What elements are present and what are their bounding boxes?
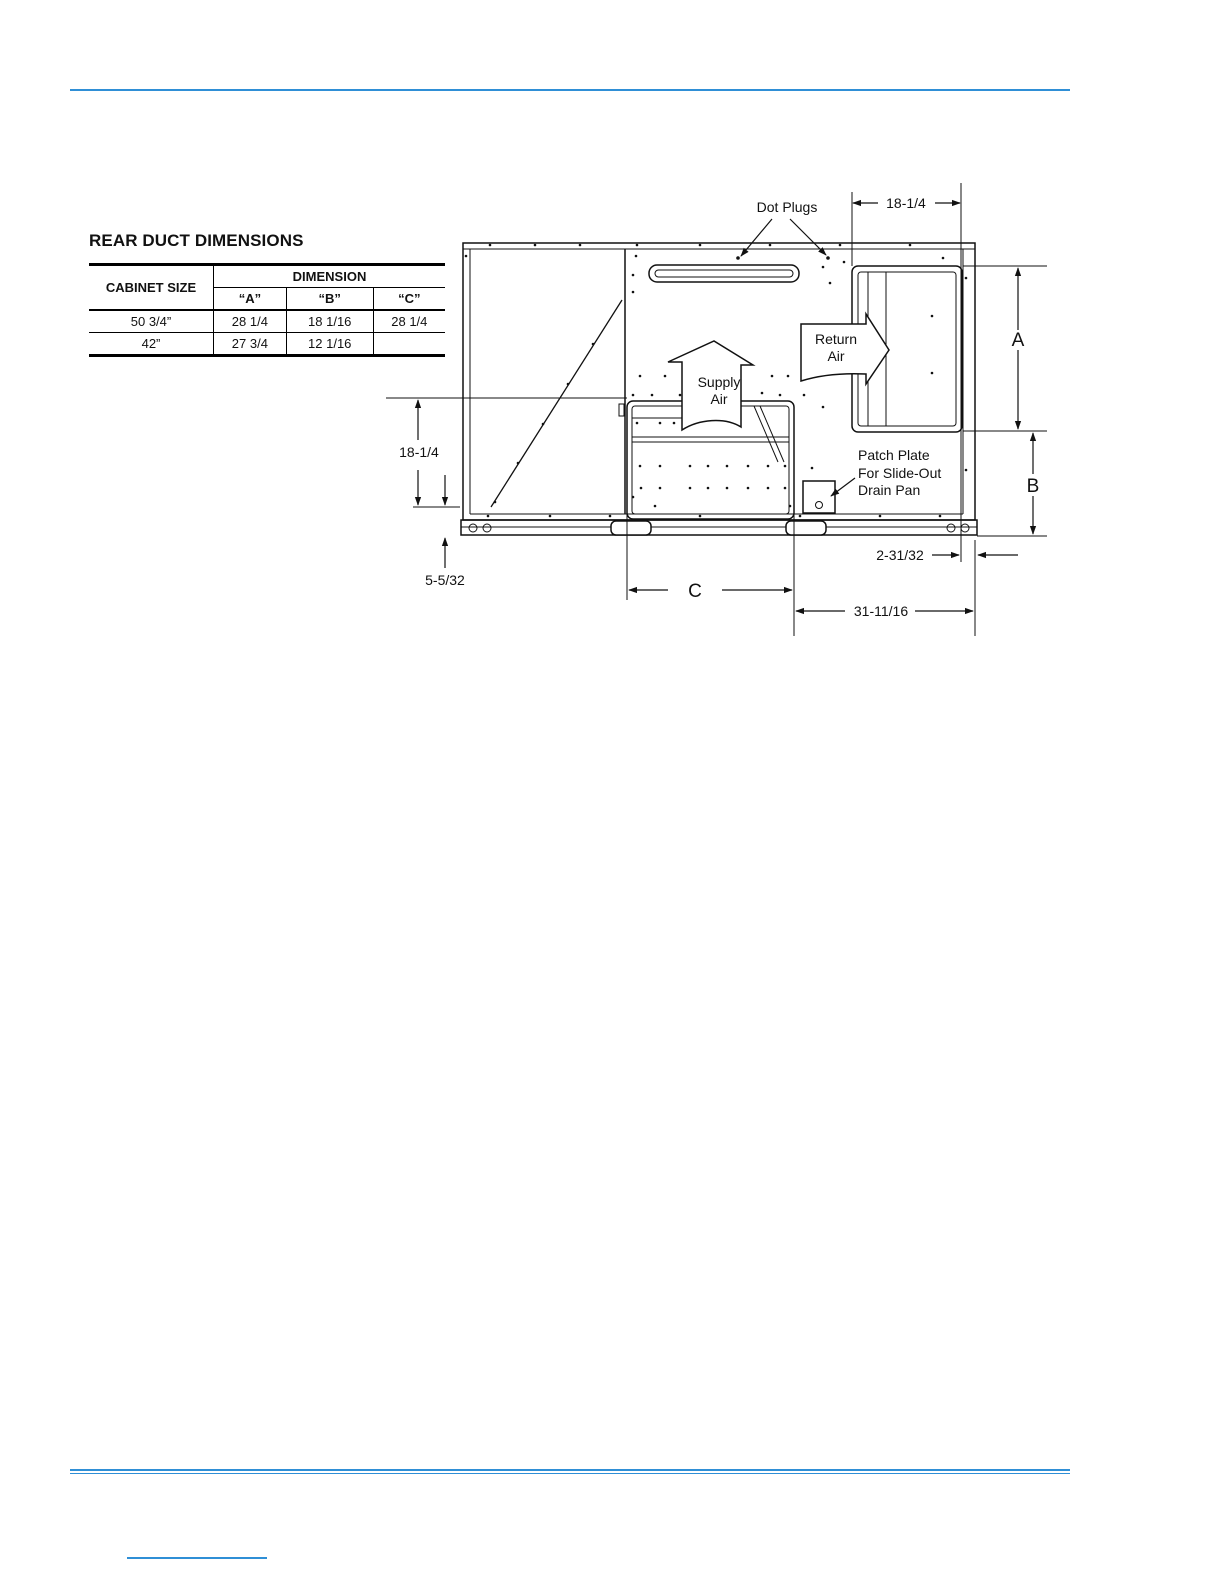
return-air-arrow <box>801 314 889 384</box>
cell-b: 12 1/16 <box>286 333 373 356</box>
header-col-a: “A” <box>214 288 287 311</box>
return-air-label-2: Air <box>827 348 845 364</box>
dim-top-label: 18-1/4 <box>886 195 926 211</box>
panel-diagonal <box>491 300 622 507</box>
cell-cabinet: 50 3/4” <box>89 310 214 333</box>
dimension-a-letter: A <box>1011 330 1025 351</box>
lift-hole <box>469 524 477 532</box>
dim-left-height-label: 18-1/4 <box>399 444 439 460</box>
header-col-c: “C” <box>373 288 445 311</box>
top-slot <box>649 265 799 282</box>
cell-c: 28 1/4 <box>373 310 445 333</box>
lift-hole <box>961 524 969 532</box>
dimension-c-letter: C <box>688 581 702 602</box>
cell-cabinet: 42” <box>89 333 214 356</box>
footer-rule <box>70 1469 1070 1471</box>
dim-right-offset-label: 2-31/32 <box>876 547 924 563</box>
patch-plate-label-3: Drain Pan <box>858 482 921 498</box>
cell-a: 28 1/4 <box>214 310 287 333</box>
footer-rule-thin <box>70 1473 1070 1474</box>
patch-plate-label-1: Patch Plate <box>858 447 930 463</box>
return-air-label-1: Return <box>814 331 858 347</box>
cell-b: 18 1/16 <box>286 310 373 333</box>
fork-slot <box>786 521 826 535</box>
supply-air-label-2: Air <box>710 391 728 407</box>
table-title: REAR DUCT DIMENSIONS <box>89 231 304 250</box>
dot-plug-leader <box>790 219 826 255</box>
patch-plate-label-2: For Slide-Out <box>858 465 942 481</box>
supply-air-label-1: Supply <box>697 374 741 390</box>
dot-plugs-label: Dot Plugs <box>756 199 818 215</box>
header-col-b: “B” <box>286 288 373 311</box>
dim-bottom-right-label: 31-11/16 <box>853 603 909 619</box>
dimension-b-letter: B <box>1026 476 1040 497</box>
lift-hole <box>483 524 491 532</box>
header-dimension: DIMENSION <box>292 269 367 284</box>
rear-duct-drawing <box>0 0 1224 700</box>
footer-link-underline <box>127 1557 267 1559</box>
dot-plug-leader <box>741 219 772 256</box>
cell-a: 27 3/4 <box>214 333 287 356</box>
dim-base-label: 5-5/32 <box>425 572 465 588</box>
header-cabinet-size: CABINET SIZE <box>89 265 214 311</box>
fork-slot <box>611 521 651 535</box>
lift-hole <box>947 524 955 532</box>
